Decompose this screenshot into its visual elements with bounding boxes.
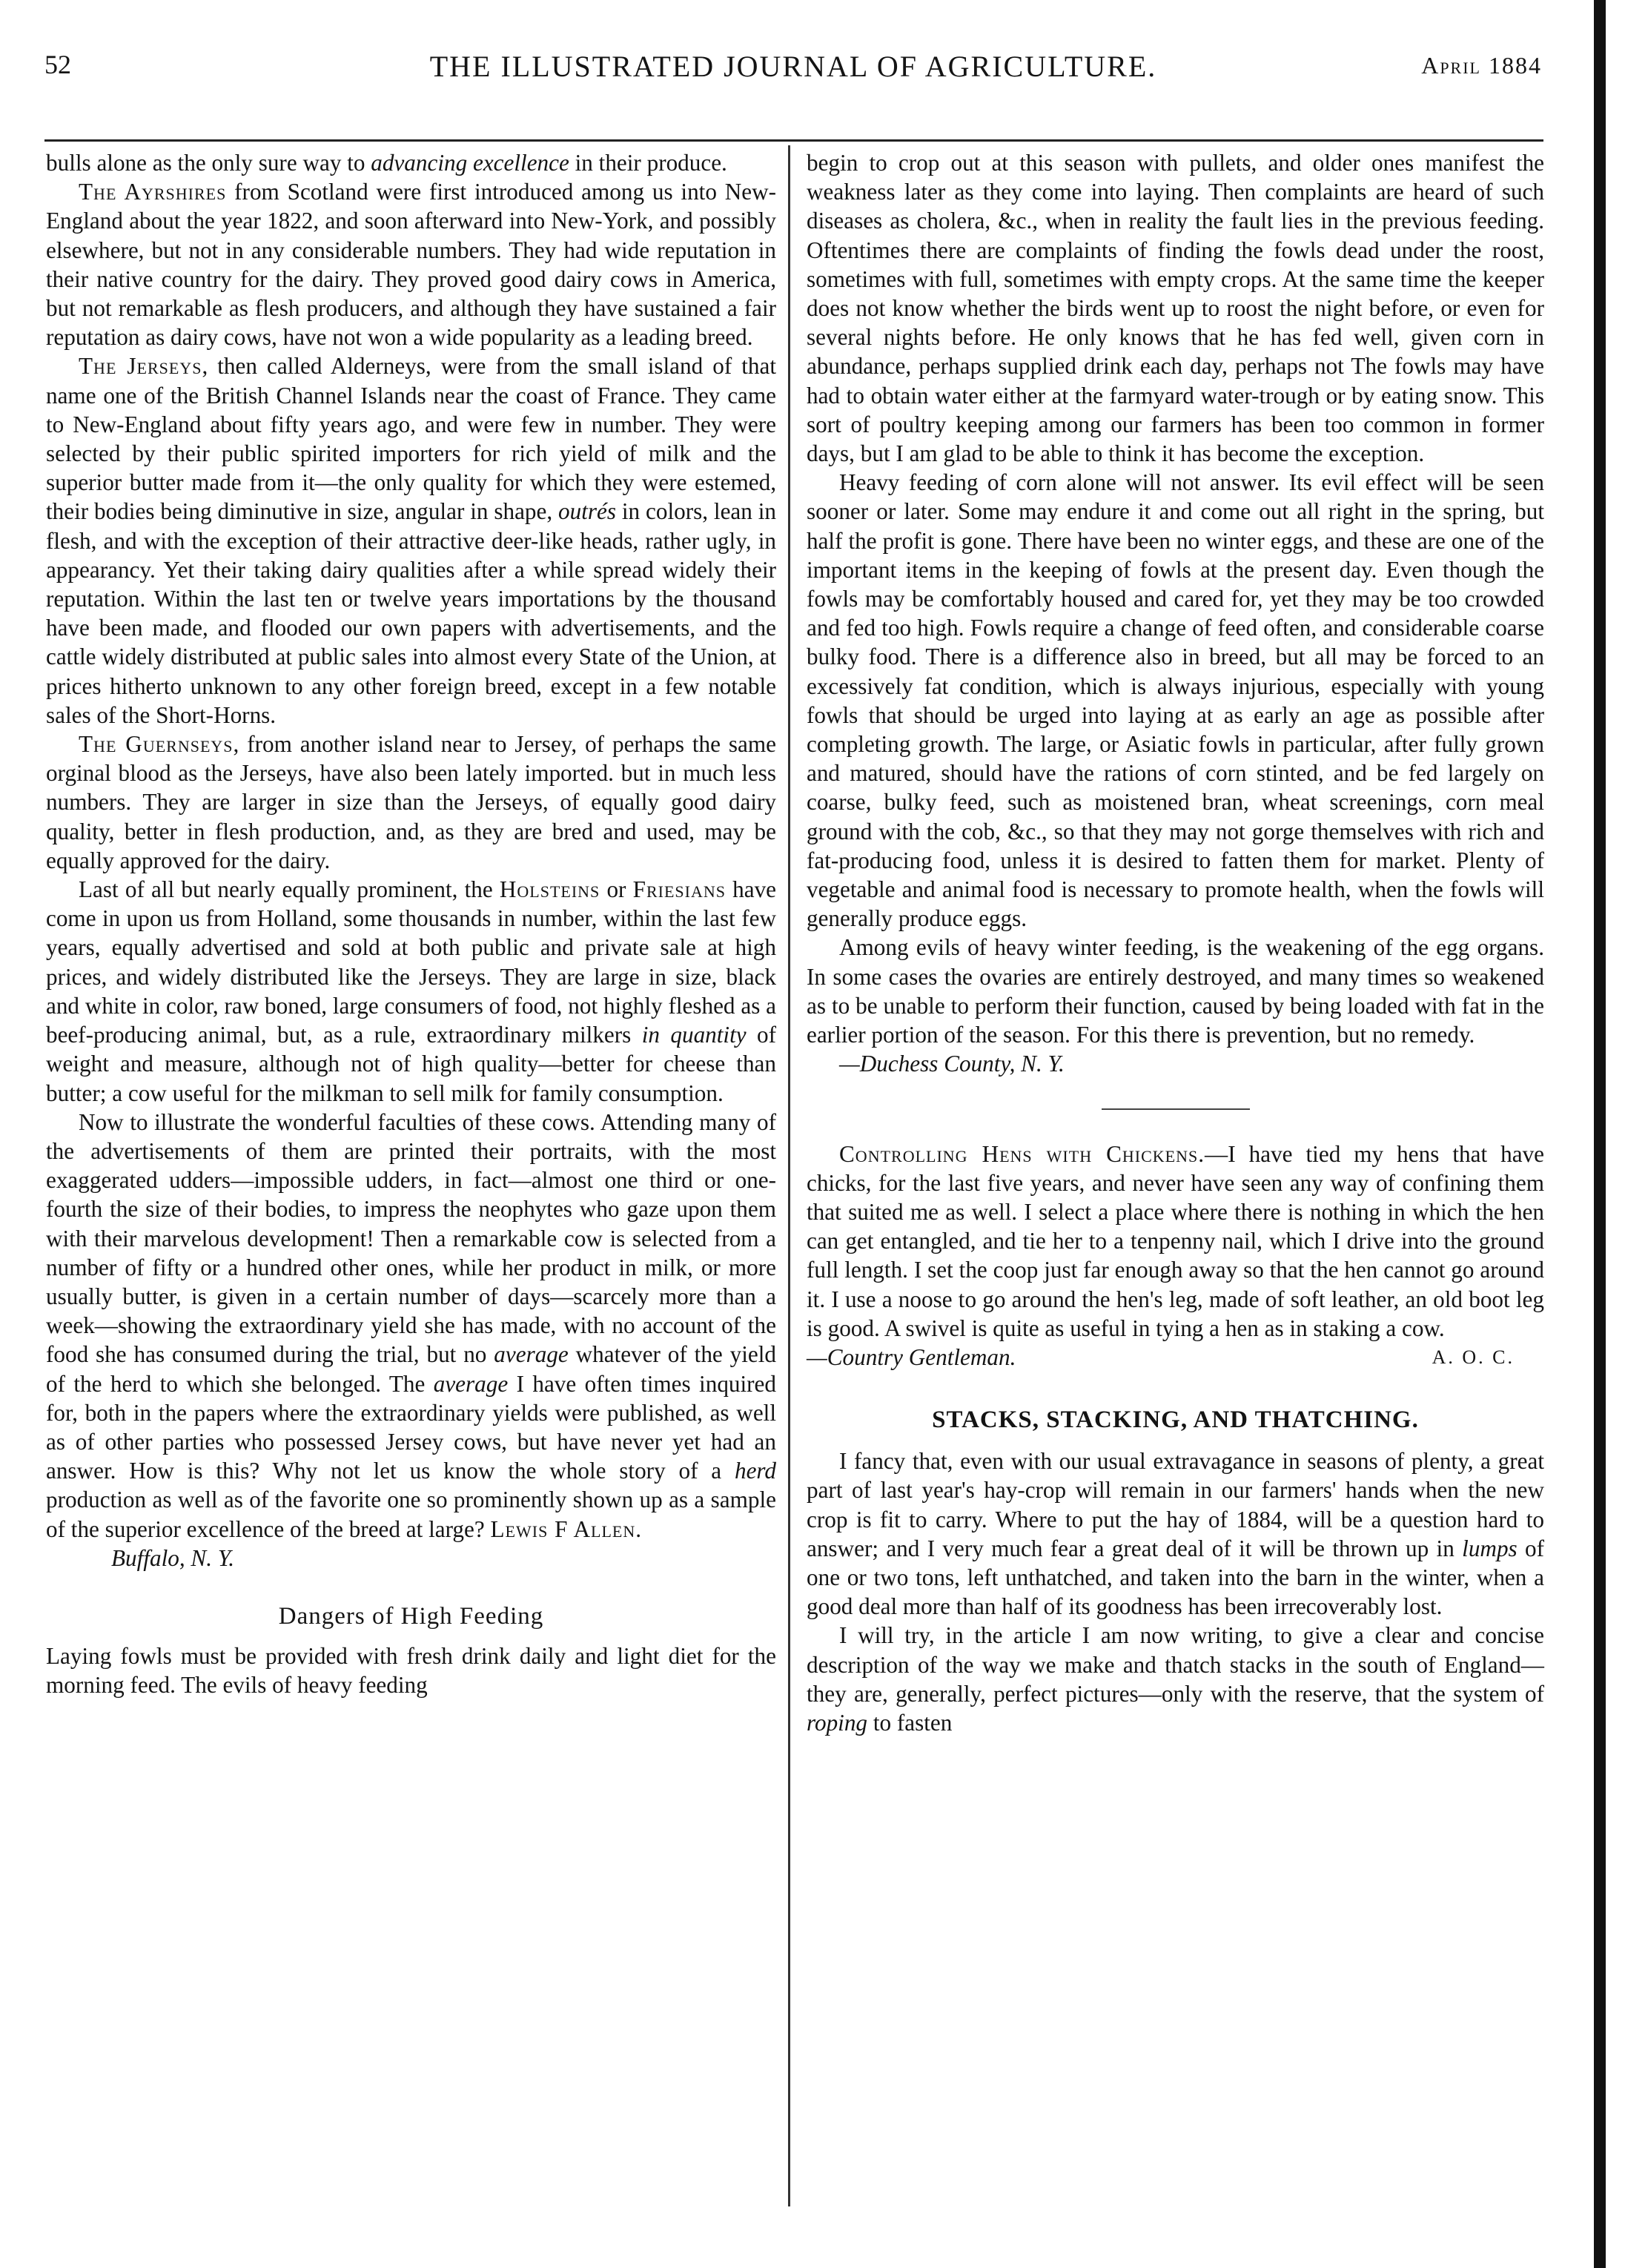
author-location: Buffalo, N. Y. bbox=[111, 1544, 235, 1571]
right-column bbox=[807, 148, 1544, 1737]
breed-name: The Jerseys bbox=[79, 353, 202, 380]
page-number: 52 bbox=[44, 50, 71, 79]
paragraph-advertisements: Now to illustrate the wonderful faculties of these cows. Attending many of the advertisements of them are printed their portraits, with the most exaggerated udders—impossible udders, in fact—almost one third or one-fourth the size of their bodies, to impress the neophytes who gaze upon them with their marvelous development! Then a remarkable cow is selected from a number of fifty or a hundred other ones, while her product in milk, or more usually butter, is given in a certain number of days—scarcely more than a week—showing the extraordinary yield she has made, with no account of the food she has consumed during the trial, but no average whatever of the yield of the herd to which she belonged. The average I have often times inquired for, both in the papers where the extraordinary yields were published, as well as of other parties who possessed Jersey cows, but have never yet had an answer. How is this? Why not let us know the whole story of a herd production as well as of the favorite one so prominently shown up as a sample of the superior excellence of the breed at large? Lewis F Allen. bbox=[46, 1108, 777, 1542]
paragraph: I will try, in the article I am now writing, to give a clear and concise description of the way we make and thatch stacks in the south of England—they are, generally, perfect pictures—only with the reserve, that the system of roping to fasten bbox=[807, 1622, 1544, 1736]
paragraph: bulls alone as the only sure way to advancing excellence in their produce. bbox=[46, 150, 727, 176]
section-rule bbox=[1102, 1108, 1250, 1110]
paragraph-controlling-hens: Controlling Hens with Chickens.—I have tied my hens that have chicks, for the last five years, and never have seen any way of confining them that suited me as well. I select a place where there is nothing in which the hen can get entangled, and tie her to a tenpenny nail, which I drive into the ground full length. I set the coop just far enough away so that the hen cannot go around it. I use a noose to go around the hen's leg, made of soft leather, an old boot leg is good. A swivel is quite as useful in tying a hen as in staking a cow. bbox=[807, 1140, 1544, 1341]
section-heading-stacks: STACKS, STACKING, AND THATCHING. bbox=[932, 1406, 1419, 1433]
breed-name: The Guernseys bbox=[79, 731, 234, 758]
breed-name: The Ayrshires bbox=[79, 179, 227, 205]
source-credit: —Country Gentleman. bbox=[807, 1343, 1016, 1370]
paragraph: Among evils of heavy winter feeding, is the weakening of the egg organs. In some cases the ovaries are entirely destroyed, and many times so weakened as to be unable to perform their function, caused by being loaded with fat in the earlier portion of the season. For this there is prevention, but no remedy. bbox=[807, 934, 1544, 1048]
breed-name: Holsteins bbox=[499, 876, 600, 903]
paragraph: I fancy that, even with our usual extravagance in seasons of plenty, a great part of last year's hay-crop will remain in our farmers' hands when the new crop is fit to carry. Where to put the hay of 1884, will be a question hard to answer; and I very much fear a great deal of it will be thrown up in lumps of one or two tons, left unthatched, and taken into the barn in the winter, when a good deal more than half of its goodness has been irrecoverably lost. bbox=[807, 1448, 1544, 1620]
breed-name: Friesians bbox=[632, 876, 726, 903]
source-credit: —Duchess County, N. Y. bbox=[839, 1051, 1065, 1077]
paragraph: Laying fowls must be provided with fresh drink daily and light diet for the morning feed. The evils of heavy feeding bbox=[46, 1643, 776, 1699]
paragraph: begin to crop out at this season with pullets, and older ones manifest the weakness later as they come into laying. Then complaints are heard of such diseases as cholera, &c., when in reality the fault lies in the previous feeding. Oftentimes there are complaints of finding the fowls dead under the roost, sometimes with full, sometimes with empty crops. At the same time the keeper does not know whether the birds went up to roost the night before, or even for several nights before. He only knows that he has fed well, given corn in abundance, perhaps supplied drink each day, perhaps not The fowls may have had to obtain water either at the farmyard water-trough or by eating snow. This sort of poultry keeping among our farmers has been too common in former days, but I am glad to be able to think it has become the exception. bbox=[807, 150, 1544, 467]
left-column bbox=[46, 148, 776, 1700]
paragraph-holsteins: Last of all but nearly equally prominent, the Holsteins or Friesians have come in upon us from Holland, some thousands in number, within the last few years, equally advertised and sold at both public and private sale at high prices, and widely distributed like the Jerseys. They are large in size, black and white in color, raw boned, large consumers of food, not highly fleshed as a beef-producing animal, but, as a rule, extraordinary milkers in quantity of weight and measure, although not of high quality—better for cheese than butter; a cow useful for the milkman to sell milk for family consumption. bbox=[46, 876, 777, 1106]
issue-date: April 1884 bbox=[1421, 52, 1542, 79]
page-edge-bar bbox=[1594, 0, 1606, 2268]
page-header bbox=[44, 49, 1542, 93]
paragraph-jerseys: The Jerseys, then called Alderneys, were from the small island of that name one of the British Channel Islands near the coast of France. They came to New-England about fifty years ago, and were few in number. They were selected by their public spirited importers for rich yield of milk and the superior butter made from it—the only quality for which they were estemed, their bodies being diminutive in size, angular in shape, outrés in colors, lean in flesh, and with the exception of their attractive deer-like heads, rather ugly, in appearancy. Yet their taking dairy qualities after a while spread widely their reputation. Within the last ten or twelve years importations by the thousand have been made, and flooded our own papers with advertisements, and the cattle widely distributed at public sales into almost every State of the Union, at prices hitherto unknown to any other foreign breed, except in a few notable sales of the Short-Horns. bbox=[46, 353, 776, 728]
author-signature: Lewis F Allen. bbox=[490, 1515, 643, 1542]
section-heading-dangers: Dangers of High Feeding bbox=[278, 1602, 544, 1630]
article-title: Controlling Hens with Chickens. bbox=[839, 1140, 1205, 1167]
author-initials: A. O. C. bbox=[1432, 1346, 1515, 1368]
paragraph-guernseys: The Guernseys, from another island near to Jersey, of perhaps the same orginal blood as the Jerseys, have also been lately imported. but in much less numbers. They are larger in size than the Jerseys, of equally good dairy quality, better in flesh production, and, as they are bred and used, may be equally approved for the dairy. bbox=[46, 731, 776, 873]
header-rule bbox=[44, 139, 1543, 142]
column-divider bbox=[788, 145, 790, 2206]
journal-title: THE ILLUSTRATED JOURNAL OF AGRICULTURE. bbox=[429, 50, 1157, 83]
credit-line bbox=[807, 1343, 1544, 1372]
paragraph: Heavy feeding of corn alone will not answer. Its evil effect will be seen sooner or later. Some may endure it and come out all right in the spring, but half the profit is gone. There have been no winter eggs, and these are one of the important items in the keeping of fowls at the present day. Even though the fowls may be comfortably housed and cared for, yet they may be too crowded and fed too high. Fowls require a change of feed often, and considerable coarse bulky food. There is a difference also in breed, but all may be forced to an excessively fat condition, which is always injurious, especially with young fowls that should be urged into laying at as early an age as possible after completing growth. The large, or Asiatic fowls in particular, after fully grown and matured, should have the rations of corn stinted, and be fed largely on coarse, bulky feed, such as moistened bran, wheat screenings, corn meal ground with the cob, &c., so that they may not gorge themselves with rich and fat-producing food, unless it is desired to fatten them for market. Plenty of vegetable and animal food is necessary to promote health, when the fowls will generally produce eggs. bbox=[807, 469, 1544, 932]
paragraph-ayrshires: The Ayrshires from Scotland were first introduced among us into New-England about the year 1822, and soon afterward into New-York, and possibly elsewhere, but not in any considerable numbers. They had wide reputation in their native country for the dairy. They proved good dairy cows in America, but not remarkable as flesh producers, and although they have sustained a fair reputation as dairy cows, have not won a wide popularity as a leading breed. bbox=[46, 179, 776, 351]
